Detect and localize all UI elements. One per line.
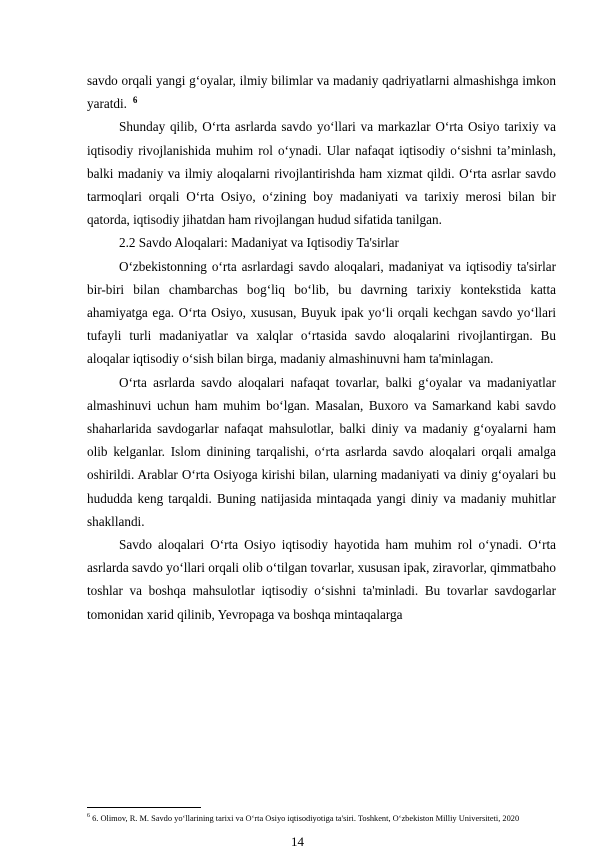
- body-text: [87, 69, 556, 626]
- paragraph-economic-role: Savdo aloqalari O‘rta Osiyo iqtisodiy hayotida ham muhim rol o‘ynadi. O‘rta asrlarda savdo yo‘llari orqali olib o‘tilgan tovarlar, xususan ipak, ziravorlar, qimmatbaho toshlar va boshqa mahsulotlar iqtisodiy o‘sishni ta'minladi. Bu tovarlar savdogarlar tomonidan xarid qilinib, Yevropaga va boshqa mintaqalarga: [87, 537, 556, 622]
- paragraph-cultural-exchange: O‘rta asrlarda savdo aloqalari nafaqat tovarlar, balki g‘oyalar va madaniyatlar almashinuvi uchun ham muhim bo‘lgan. Masalan, Buxoro va Samarkand kabi savdo shaharlarida savdogarlar nafaqat mahsulotlar, balki diniy va madaniy g‘oyalarni ham olib kelganlar. Islom dinining tarqalishi, o‘rta asrlarda savdo aloqalari orqali amalga oshirildi. Arablar O‘rta Osiyoga kirishi bilan, ularning madaniyati va diniy g‘oyalari bu hududda keng tarqaldi. Buning natijasida mintaqada yangi diniy va madaniy muhitlar shakllandi.: [87, 374, 556, 529]
- section-heading: 2.2 Savdo Aloqalari: Madaniyat va Iqtisodiy Ta'sirlar: [119, 235, 399, 251]
- paragraph-continuation: savdo orqali yangi g‘oyalar, ilmiy bilimlar va madaniy qadriyatlarni almashishga imkon yaratdi. $^6$: [87, 73, 556, 112]
- footnote-divider: [87, 807, 201, 808]
- footnote: [87, 811, 547, 824]
- page-number: 14: [291, 834, 304, 849]
- footnote-reference[interactable]: 6: [132, 94, 138, 105]
- paragraph-trade-relations: O‘zbekistonning o‘rta asrlardagi savdo aloqalari, madaniyat va iqtisodiy ta'sirlar bir-biri bilan chambarchas bog‘liq bo‘lib, bu davrning tarixiy kontekstida katta ahamiyatga ega. O‘rta Osiyo, xususan, Buyuk ipak yo‘li orqali kechgan savdo yo‘llari tufayli turli madaniyatlar va xalqlar o‘rtasida savdo aloqalarini rivojlantirgan. Bu aloqalar iqtisodiy o‘sish bilan birga, madaniy almashinuvni ham ta'minlagan.: [87, 258, 556, 367]
- paragraph-summary: Shunday qilib, O‘rta asrlarda savdo yo‘llari va markazlar O‘rta Osiyo tarixiy va iqtisodiy rivojlanishida muhim rol o‘ynadi. Ular nafaqat iqtisodiy o‘sishni ta’minlash, balki madaniy va ilmiy aloqalarni rivojlantirishda ham xizmat qildi. O‘rta asrlar savdo tarmoqlari orqali O‘rta Osiyo, o‘zining boy madaniyati va tarixiy merosi bilan bir qatorda, iqtisodiy jihatdan ham rivojlangan hudud sifatida tanilgan.: [87, 119, 556, 228]
- footnote-number: 6: [87, 813, 90, 819]
- footnote-text: 6. Olimov, R. M. Savdo yo‘llarining tarixi va O‘rta Osiyo iqtisodiyotiga ta'siri. Toshkent, O‘zbekiston Milliy Universiteti, 2020: [92, 813, 520, 823]
